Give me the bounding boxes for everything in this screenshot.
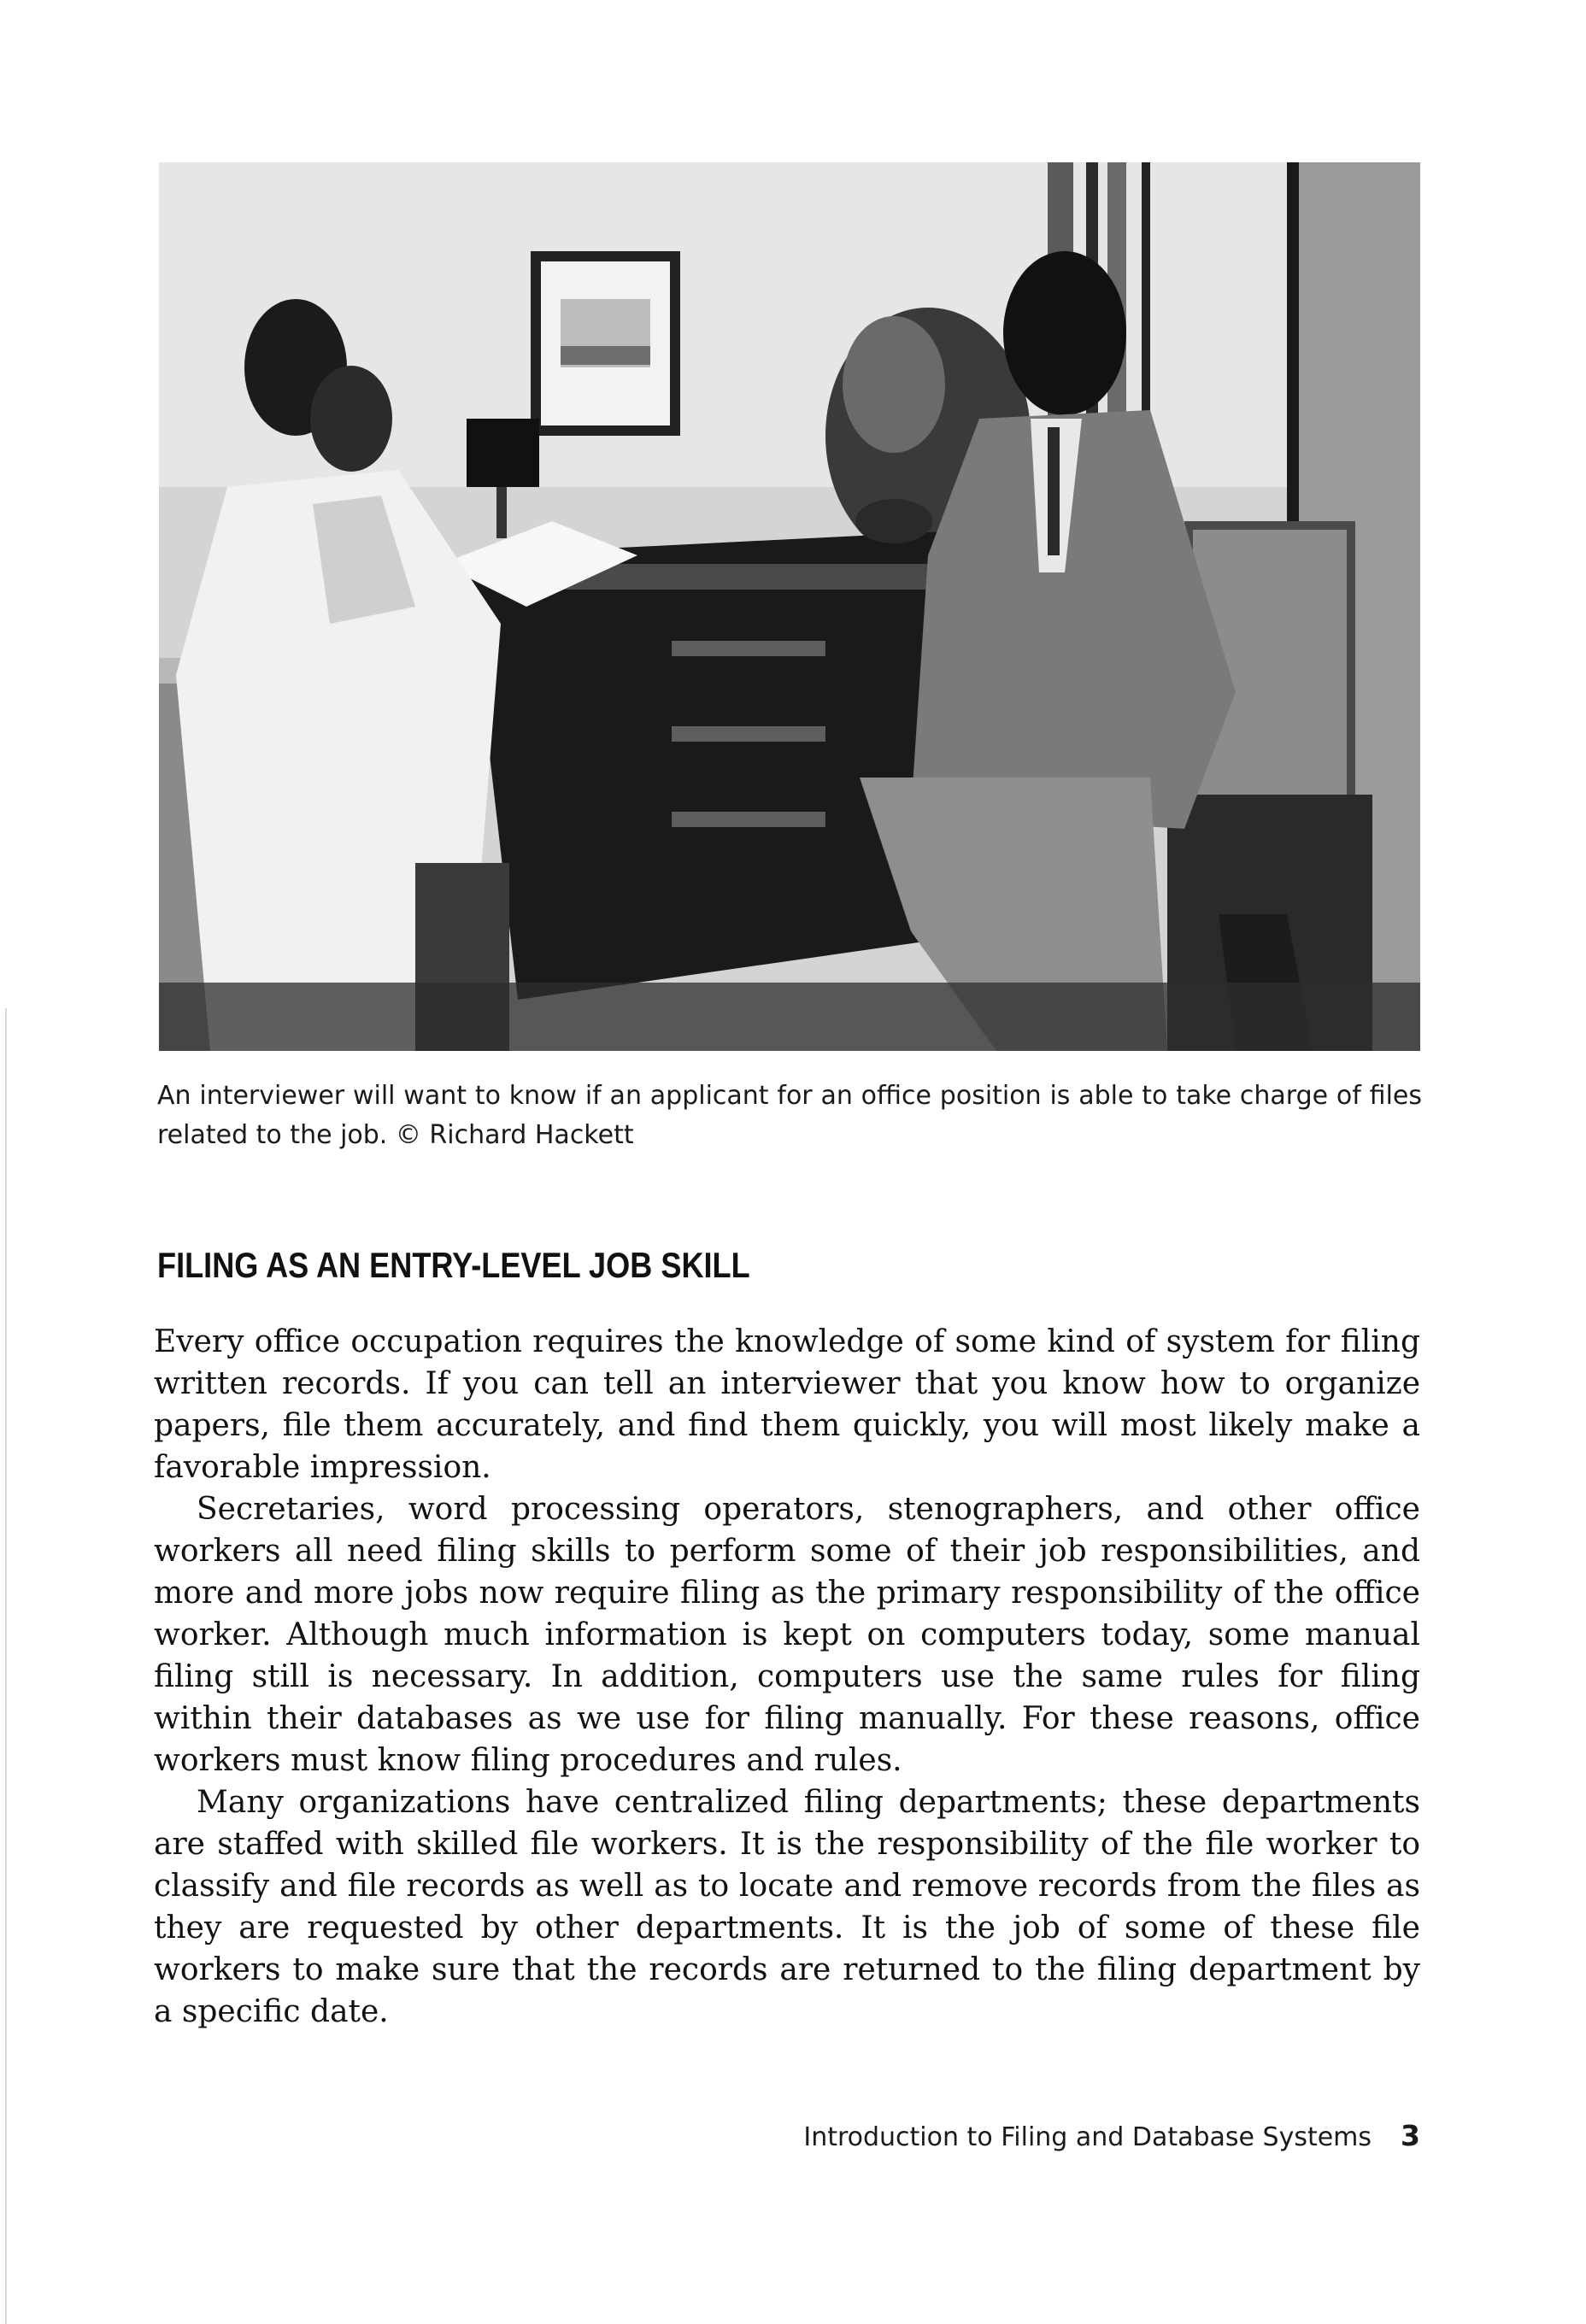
- photo-caption: An interviewer will want to know if an applicant for an office position is able to take charge of files related to the job. © Richard Hackett: [157, 1081, 1422, 1150]
- interview-photo: [159, 162, 1420, 1051]
- paragraph-2: Secretaries, word processing operators, stenographers, and other office workers all need filing skills to perform some of their job responsibilities, and more and more jobs now require filing as the primary responsibility of the office worker. Although much information is kept on computers today, some manual filing still is necessary. In addition, computers use the same rules for filing within their databases as we use for filing manually. For these reasons, office workers must know filing procedures and rules.: [154, 1492, 1420, 1778]
- section-heading: FILING AS AN ENTRY-LEVEL JOB SKILL: [157, 1245, 750, 1285]
- body-text: [154, 1321, 1420, 2033]
- paragraph-3: Many organizations have centralized filing departments; these departments are staffed with skilled file workers. It is the responsibility of the file worker to classify and file records as well as to locate and remove records from the files as they are requested by other departments. It is the job of some of these file workers to make sure that the records are returned to the filing department by a specific date.: [154, 1785, 1420, 2029]
- page-number: 3: [1401, 2119, 1420, 2152]
- page-footer: [0, 2119, 1420, 2155]
- paragraph-1: Every office occupation requires the knowledge of some kind of system for filing written records. If you can tell an interviewer that you know how to organize papers, file them accurately, and find them quickly, you will most likely make a favorable impression.: [154, 1324, 1420, 1485]
- running-title: Introduction to Filing and Database Systems: [803, 2122, 1372, 2152]
- interview-photo-illustration: [159, 162, 1420, 1051]
